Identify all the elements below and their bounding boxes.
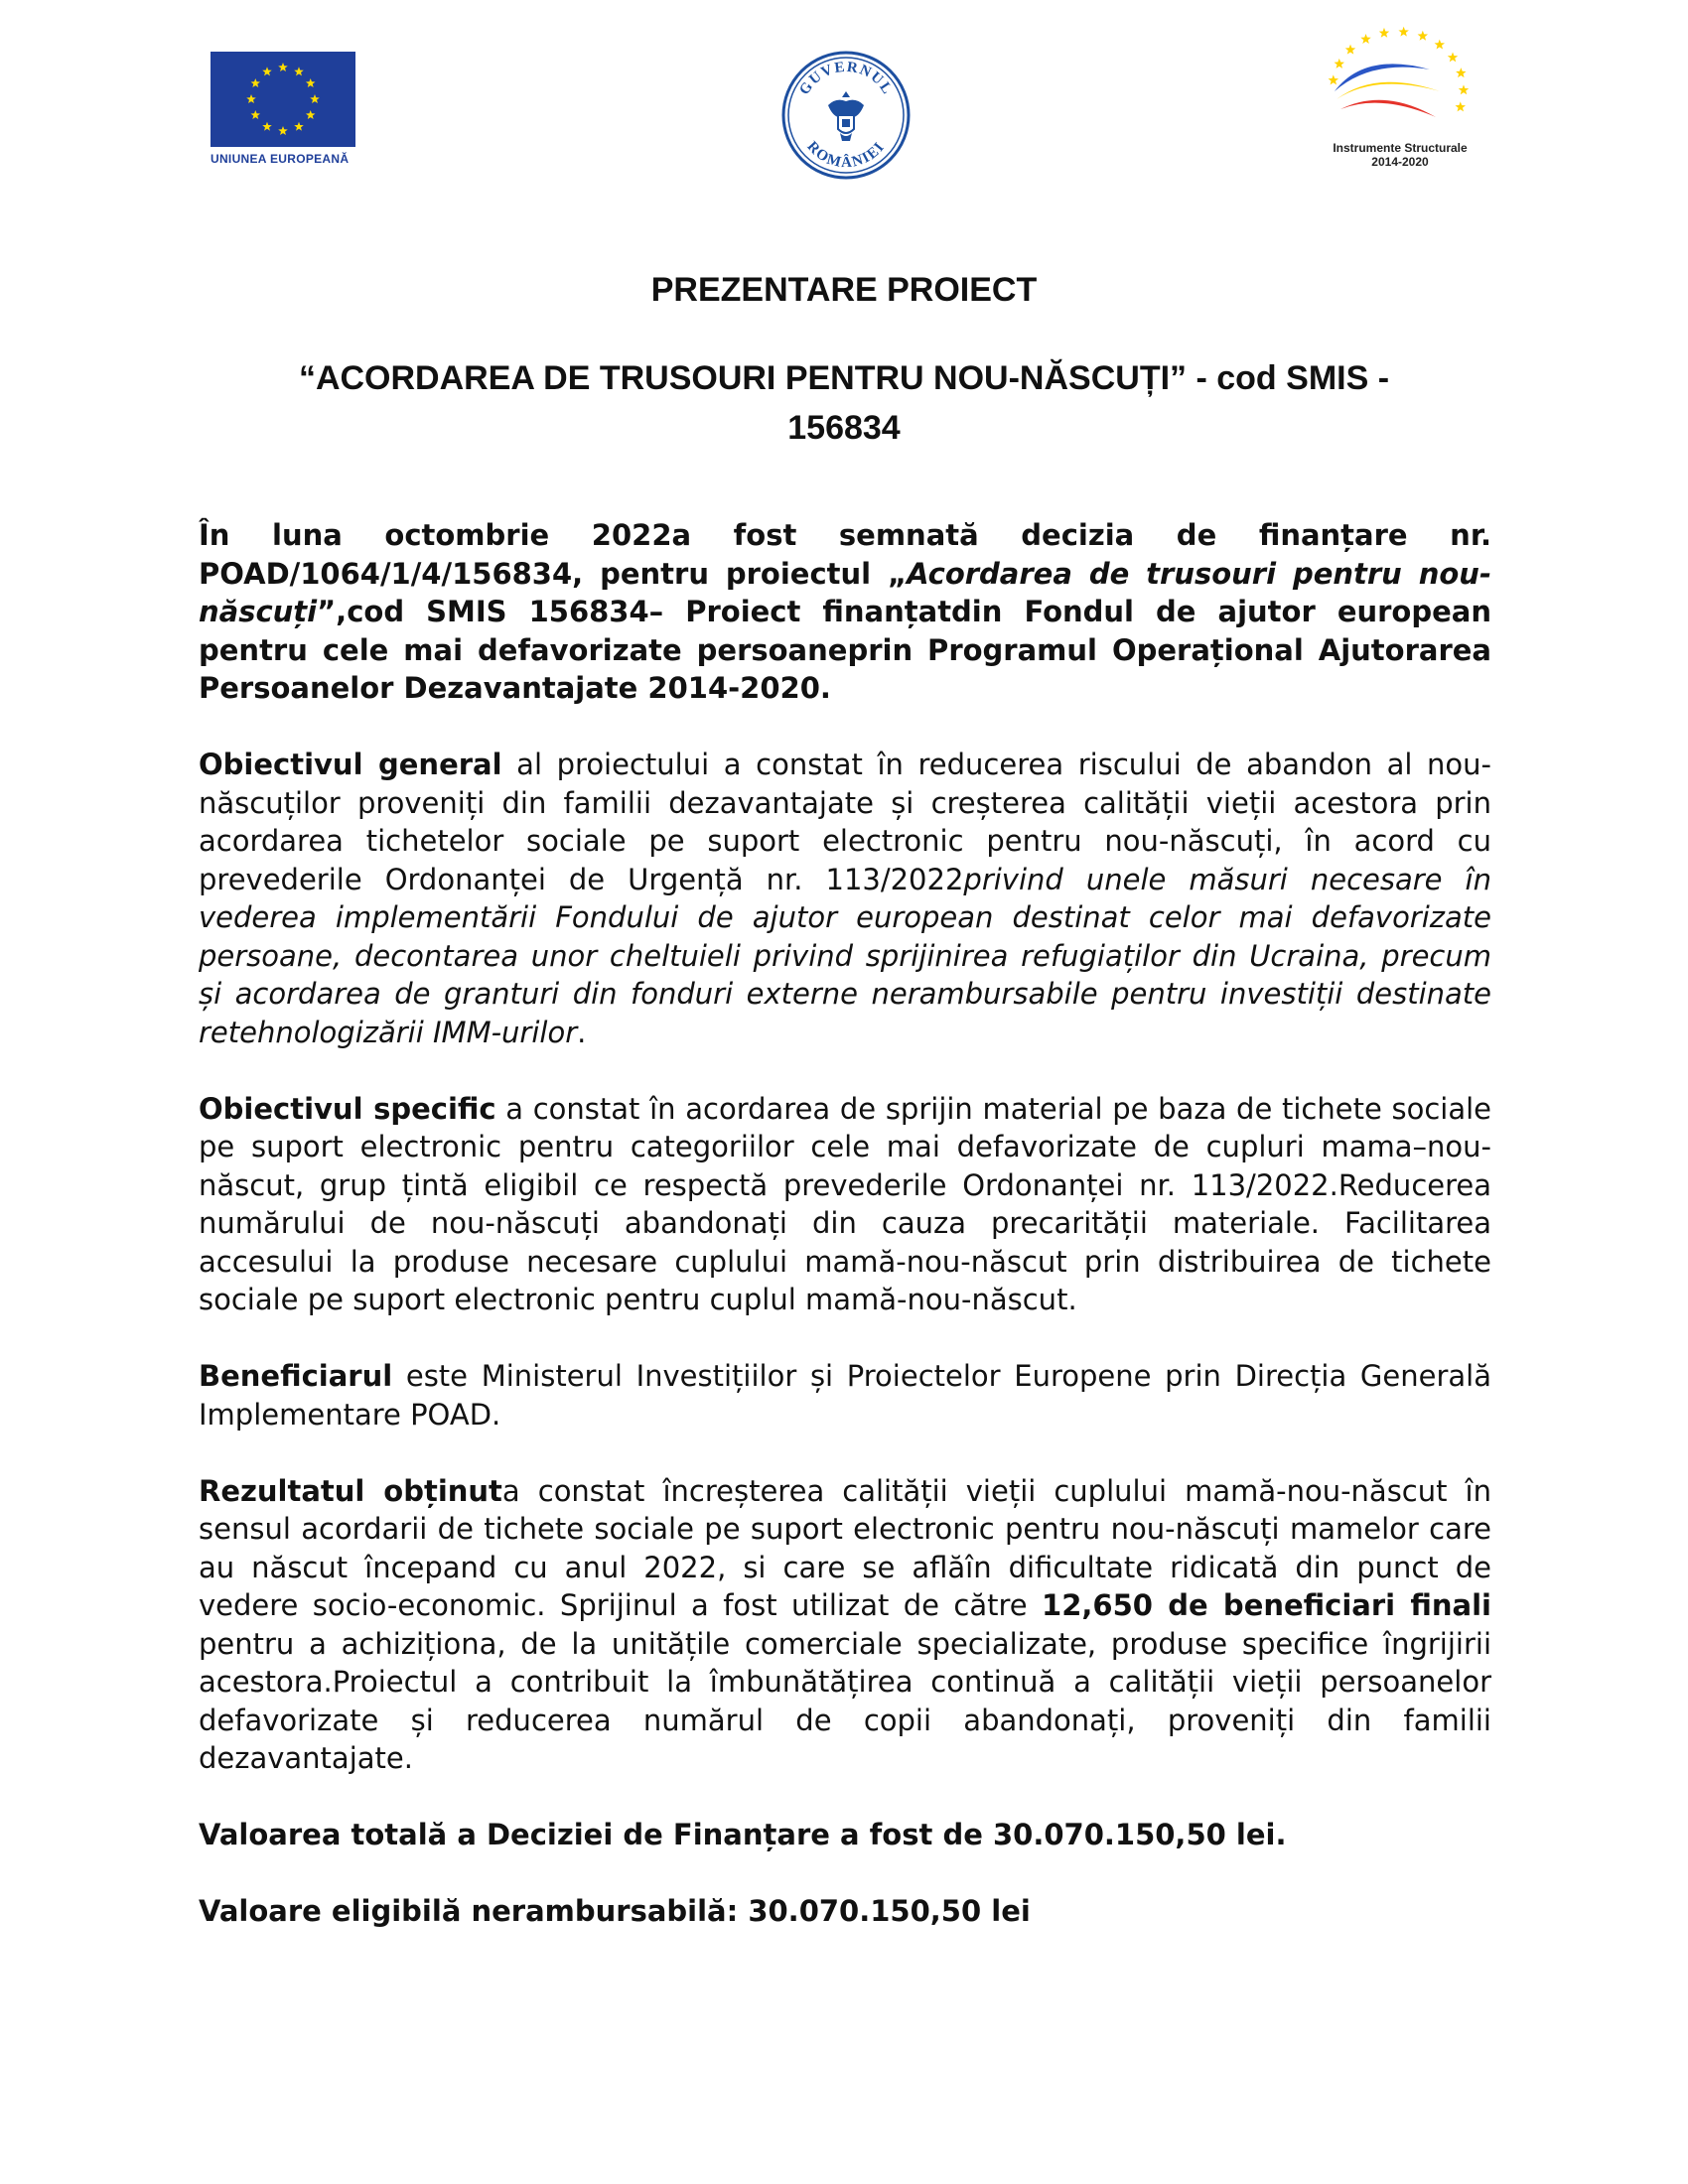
eu-flag-icon [211,52,355,147]
paragraph-beneficiary [199,1357,1491,1433]
eu-star-icon [278,63,288,71]
is-star-icon [1435,40,1445,50]
paragraph-general-objective [199,746,1491,1051]
document-title: PREZENTARE PROIECT [650,271,1038,309]
text-run: al proiectului a constat în reducerea riscului de abandon al nou-născuților proveniți din familii dezavantajate și creșterea calității vieții acestora prin acordarea tichetelor sociale pe suport electronic pentru nou-născuți, în acord cu prevederile Ordonanței de Urgență nr. 113/2022 [199,748,1492,896]
is-star-icon [1335,59,1344,68]
eu-star-icon [262,122,272,131]
label-result: Rezultatul obținut [199,1473,502,1508]
label-specific-objective: Obiectivul specific [199,1091,496,1126]
text-run: pentru a achiziționa, de la unitățile comerciale specializate, produse specifice îngrijirii acestora.Proiectul a contribuit la îmbunătățirea continuă a calității vieții persoanelor defavorizate și reducerea numărul de copii abandonați, proveniți din familii dezavantajate. [199,1626,1491,1775]
is-star-icon [1398,27,1408,37]
is-star-icon [1456,68,1466,77]
eu-star-icon [278,126,288,135]
is-star-icon [1345,45,1355,55]
label-general-objective: Obiectivul general [199,748,502,781]
text-run: a constat în acordarea de sprijin material pe baza de tichete sociale pe suport electronic pentru categoriilor cele mai defavorizate de cupluri mama–nou-născut, grup țintă eligibil ce respectă prevederile Ordonanței nr. 113/2022.Reducerea numărului de nou-născuți abandonați din cauza precarității materiale. Facilitarea accesului la produse necesare cuplului mamă-nou-născut prin distribuirea de tichete sociale pe suport electronic pentru cuplul mamă-nou-născut. [199,1091,1491,1316]
caption-line-2: 2014-2020 [1371,155,1429,169]
is-star-icon [1360,34,1370,44]
eu-star-icon [246,94,256,103]
eu-star-icon [294,67,304,75]
eu-caption: UNIUNEA EUROPEANĂ [211,152,350,166]
paragraph-specific-objective [199,1090,1491,1319]
eu-star-icon [306,78,316,87]
text-run: ”,cod SMIS 156834– Proiect finanțatdin Fondul de ajutor european pentru cele mai defavorizate persoaneprin Programul Operațional Ajutorarea Persoanelor Dezavantajate 2014-2020. [199,595,1491,705]
text-run: a constat încreșterea calității vieții cuplului mamă-nou-născut în sensul acordarii de tichete sociale pe suport electronic pentru nou-născuți mamelor care au născut începand cu anul 2022, si care se aflăîn dificultate ridicată din punct de vedere socio-economic. Sprijinul a fost utilizat de către [199,1473,1491,1622]
government-seal-logo [780,50,912,181]
paragraph-result [199,1472,1491,1778]
label-beneficiary: Beneficiarul [199,1359,393,1393]
seal-text-bottom: ROMÂNIEI [803,138,889,172]
document-body [199,516,1491,1969]
is-star-icon [1329,74,1338,84]
eu-star-icon [306,110,316,119]
eu-star-icon [294,122,304,131]
eu-star-icon [262,67,272,75]
eagle-crest-icon [828,91,864,141]
structural-instruments-caption [1311,141,1489,169]
eu-star-icon [251,78,261,87]
seal-text-top: GUVERNUL [796,59,896,98]
caption-line-1: Instrumente Structurale [1333,141,1468,155]
ordinance-title-italic: privind unele măsuri necesare în vederea implementării Fondului de ajutor european destinat celor mai defavorizate persoane, decontarea unor cheltuieli privind sprijinirea refugiaților din Ucraina, precum și acordarea de granturi din fonduri externe nerambursabile pentru investiții destinate retehnologizării IMM-urilor [199,862,1491,1049]
eu-star-icon [251,110,261,119]
total-value: Valoarea totală a Deciziei de Finanțare a fost de 30.070.150,50 lei. [199,1818,1287,1851]
eligible-value: Valoare eligibilă nerambursabilă: 30.070.150,50 lei [199,1894,1031,1928]
is-star-icon [1456,101,1466,111]
paragraph-financing-decision [199,516,1491,708]
eu-star-icon [310,94,320,103]
text-run: este Ministerul Investițiilor și Proiectelor Europene prin Direcția Generală Implementare POAD. [199,1359,1491,1432]
is-star-icon [1448,52,1458,62]
beneficiaries-count: 12,650 de beneficiari finali [1042,1588,1491,1622]
structural-instruments-logo [1311,20,1489,179]
project-name-italic: Acordarea de trusouri pentru nou-născuți [199,556,1491,628]
document-subtitle: “ACORDAREA DE TRUSOURI PENTRU NOU-NĂSCUȚI” - cod SMIS - 156834 [298,359,1390,447]
eu-logo [211,52,355,169]
text-run: În luna octombrie 2022a fost semnată decizia de finanțare nr. POAD/1064/1/4/156834, pentru proiectul „ [199,518,1491,591]
is-star-icon [1379,28,1389,38]
is-star-icon [1418,31,1428,41]
is-star-icon [1459,84,1469,94]
svg-text:ROMÂNIEI [803,139,888,172]
text-run: . [577,1015,587,1049]
